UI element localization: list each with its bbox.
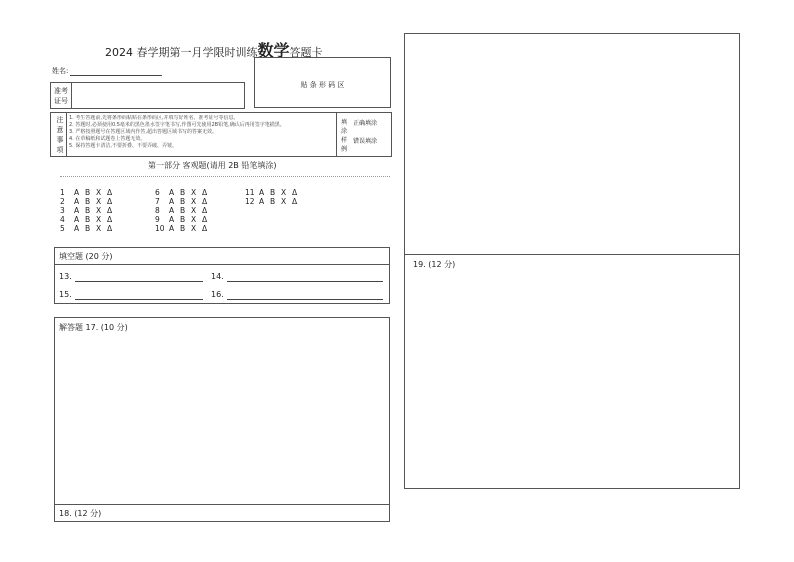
- question-18-label: 18. (12 分): [59, 509, 102, 518]
- exam-number-field[interactable]: [72, 83, 244, 108]
- exam-number-box: [50, 82, 245, 109]
- divider: [55, 264, 389, 265]
- name-field[interactable]: [70, 66, 162, 76]
- divider: [66, 113, 67, 156]
- title-prefix: 2024 春学期第一月学限时训练: [105, 46, 258, 59]
- exam-number-label: 准考 证号: [54, 87, 68, 105]
- question-13-label: 13.: [59, 272, 72, 281]
- choice-row[interactable]: 5 A B X Δ: [60, 224, 113, 233]
- choice-row[interactable]: 9 A B X Δ: [155, 215, 208, 224]
- divider: [60, 176, 390, 177]
- name-label: 姓名:: [52, 67, 69, 75]
- answer-line-15[interactable]: [75, 298, 203, 300]
- answer-line-13[interactable]: [75, 280, 203, 282]
- fill-example-heading: 填 涂 样 例: [340, 119, 347, 153]
- question-15-label: 15.: [59, 290, 72, 299]
- choice-row[interactable]: 4 A B X Δ: [60, 215, 113, 224]
- question-17-label: 解答题 17. (10 分): [59, 323, 128, 332]
- divider: [336, 113, 337, 156]
- choice-row[interactable]: 12 A B X Δ: [245, 197, 298, 206]
- answer-area-18[interactable]: [54, 504, 390, 522]
- wrong-fill-label: 错误填涂: [353, 138, 378, 145]
- choice-row[interactable]: 11 A B X Δ: [245, 188, 298, 197]
- name-row: [52, 66, 162, 76]
- choice-row[interactable]: 7 A B X Δ: [155, 197, 208, 206]
- choice-row[interactable]: 6 A B X Δ: [155, 188, 208, 197]
- notes-heading: 注 意 事 项: [56, 116, 64, 154]
- question-16-label: 16.: [211, 290, 224, 299]
- choice-row[interactable]: 8 A B X Δ: [155, 206, 208, 215]
- answer-area-19[interactable]: [404, 254, 740, 489]
- answer-line-16[interactable]: [227, 298, 383, 300]
- fill-blank-section: [54, 247, 390, 304]
- notes-box: [50, 112, 392, 157]
- notes-text: 1. 考生答题前,先将条形码粘贴在条形码区,并填写好姓名、准考证号等信息。 2. 答题时,必须使用0.5毫米的黑色墨水签字笔书写,作图可先使用2B铅笔,确认后再用签字笔描黑。 3. 严格按照题号在答题区域内作答,超出答题区域书写的答案无效。 4. 在草稿纸和试题卷上答题无效。 5. 保持答题卡清洁,不要折叠、不要弄破、弄皱。: [69, 115, 285, 149]
- answer-area-continuation[interactable]: [404, 33, 740, 255]
- barcode-area: [254, 57, 391, 108]
- choice-row[interactable]: 2 A B X Δ: [60, 197, 113, 206]
- objective-heading: 第一部分 客观题(请用 2B 铅笔填涂): [148, 161, 277, 170]
- answer-line-14[interactable]: [227, 280, 383, 282]
- title-suffix: 答题卡: [289, 46, 323, 59]
- title-subject: 数学: [257, 41, 290, 60]
- correct-fill-label: 正确填涂: [353, 120, 378, 127]
- choice-row[interactable]: 1 A B X Δ: [60, 188, 113, 197]
- answer-area-17[interactable]: [54, 317, 390, 505]
- fill-blank-title: 填空题 (20 分): [59, 252, 113, 261]
- question-14-label: 14.: [211, 272, 224, 281]
- choice-row[interactable]: 10 A B X Δ: [155, 224, 208, 233]
- barcode-label: 贴 条 形 码 区: [300, 81, 345, 89]
- question-19-label: 19. (12 分): [413, 260, 456, 269]
- choice-row[interactable]: 3 A B X Δ: [60, 206, 113, 215]
